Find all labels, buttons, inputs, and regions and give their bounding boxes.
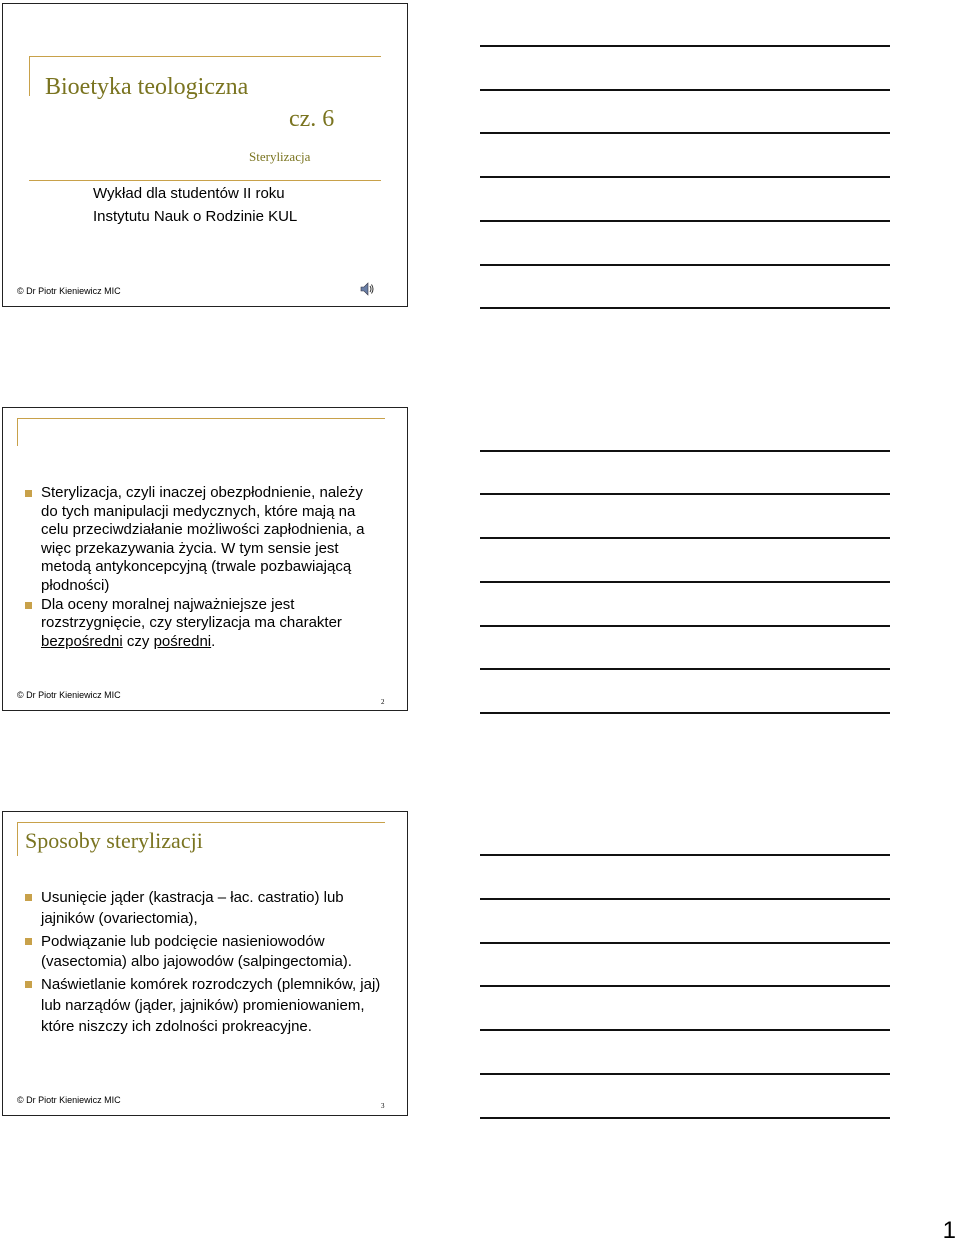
- copyright: © Dr Piotr Kieniewicz MIC: [17, 1095, 121, 1105]
- note-line: [480, 1029, 890, 1031]
- title-rule: [17, 822, 385, 823]
- list-item: [25, 596, 381, 652]
- copyright: © Dr Piotr Kieniewicz MIC: [17, 286, 121, 296]
- note-line: [480, 307, 890, 309]
- bullet-text: Sterylizacja, czyli inaczej obezpłodnienie, należy do tych manipulacji medycznych, które mają na celu przeciwdziałanie możliwości zapłodnienia, a więc przekazywania życia. W tym sensie jest metodą antykoncepcyjną (trwale pozbawiającą płodności): [41, 484, 365, 594]
- note-line: [480, 132, 890, 134]
- list-item: [25, 975, 385, 1037]
- title-rule: [29, 56, 381, 57]
- slide-2: [2, 407, 408, 711]
- bullet-text: Podwiązanie lub podcięcie nasieniowodów (vasectomia) albo jajowodów (salpingectomia).: [41, 932, 352, 971]
- title-rule-vertical: [17, 418, 18, 446]
- note-line: [480, 264, 890, 266]
- note-line: [480, 89, 890, 91]
- note-line: [480, 45, 890, 47]
- bullet-text: Naświetlanie komórek rozrodczych (plemników, jaj) lub narządów (jąder, jajników) promieniowaniem, które niszczy ich zdolności prokreacyjne.: [41, 976, 381, 1035]
- slide-title: Sposoby sterylizacji: [25, 828, 203, 853]
- note-line: [480, 450, 890, 452]
- slide-title: Bioetyka teologiczna: [45, 74, 249, 100]
- term-end: .: [211, 632, 216, 650]
- note-line: [480, 176, 890, 178]
- slide-topic: Sterylizacja: [249, 149, 311, 164]
- bullet-text: Dla oceny moralnej najważniejsze jest rozstrzygnięcie, czy sterylizacja ma charakter: [41, 595, 342, 632]
- note-line: [480, 712, 890, 714]
- note-line: [480, 581, 890, 583]
- slide-1: [2, 3, 408, 307]
- note-line: [480, 668, 890, 670]
- list-item: [25, 932, 385, 974]
- note-line: [480, 985, 890, 987]
- lecture-line-2: Instytutu Nauk o Rodzinie KUL: [93, 208, 298, 225]
- bullet-list: [25, 484, 381, 651]
- bullet-square-icon: [25, 981, 32, 988]
- title-rule-vertical: [29, 56, 30, 96]
- bullet-list: [25, 888, 385, 1038]
- lecture-line-1: Wykład dla studentów II roku: [93, 185, 285, 202]
- bullet-square-icon: [25, 938, 32, 945]
- list-item: [25, 888, 385, 930]
- title-rule-vertical: [17, 822, 18, 856]
- bullet-square-icon: [25, 602, 32, 609]
- bullet-square-icon: [25, 490, 32, 497]
- note-line: [480, 942, 890, 944]
- note-line: [480, 898, 890, 900]
- note-line: [480, 1117, 890, 1119]
- note-line: [480, 854, 890, 856]
- slide-3: [2, 811, 408, 1116]
- note-line: [480, 537, 890, 539]
- speaker-icon[interactable]: [359, 281, 375, 297]
- term-direct: bezpośredni: [41, 632, 123, 650]
- note-line: [480, 625, 890, 627]
- bullet-square-icon: [25, 894, 32, 901]
- title-rule: [17, 418, 385, 419]
- slide-number: 3: [381, 1102, 385, 1110]
- slide-subtitle: cz. 6: [289, 106, 335, 132]
- note-line: [480, 493, 890, 495]
- copyright: © Dr Piotr Kieniewicz MIC: [17, 690, 121, 700]
- list-item: [25, 484, 381, 596]
- bullet-text: Usunięcie jąder (kastracja – łac. castratio) lub jajników (ovariectomia),: [41, 889, 344, 927]
- note-line: [480, 1073, 890, 1075]
- term-indirect: pośredni: [153, 632, 212, 650]
- slide-number: 2: [381, 698, 385, 706]
- term-connector: czy: [122, 632, 154, 650]
- subtitle-rule: [29, 180, 381, 181]
- note-line: [480, 220, 890, 222]
- lecture-info: [93, 182, 297, 228]
- page-number: 1: [942, 1217, 956, 1244]
